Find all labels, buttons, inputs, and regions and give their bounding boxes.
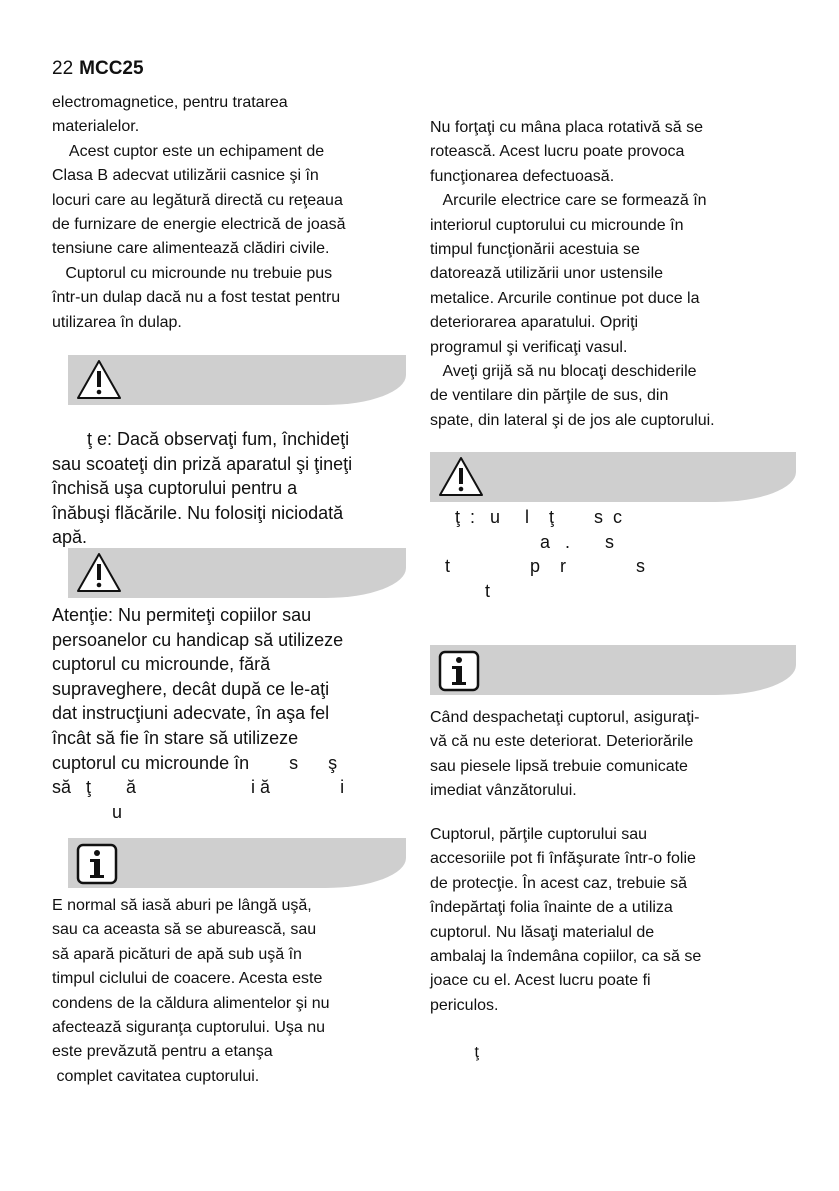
text-line: Când despachetaţi cuptorul, asiguraţi-	[430, 709, 700, 726]
text-line: persoanelor cu handicap să utilizeze	[52, 629, 344, 650]
text-line: să apară picături de apă sub uşă în	[52, 945, 302, 963]
text-line: electromagnetice, pentru tratarea	[52, 94, 288, 111]
text-line: ţ	[430, 1044, 479, 1061]
text-line: locuri care au legătură directă cu reţeaua	[52, 191, 343, 209]
text-line: spate, din lateral şi de jos ale cuptorului.	[430, 411, 715, 429]
page-header	[52, 58, 144, 80]
info-banner	[430, 645, 796, 695]
text-line: funcţionarea defectuoasă.	[430, 167, 615, 185]
text-line: de furnizare de energie electrică de joasă	[52, 216, 346, 234]
text-line: complet cavitatea cuptorului.	[52, 1067, 260, 1085]
text-line: imediat vânzătorului.	[430, 782, 577, 800]
text-line: vă că nu este deteriorat. Deteriorările	[430, 733, 694, 751]
text-line: ambalaj la îndemâna copiilor, ca să se	[430, 948, 702, 966]
info-steam-text	[52, 894, 330, 1089]
text-line: Cuptorul, părţile cuptorului sau	[430, 826, 648, 843]
warning-right-text	[430, 505, 645, 603]
text-line: apă.	[52, 527, 88, 548]
warning-banner	[430, 452, 796, 502]
text-line: de ventilare din părţile de sus, din	[430, 387, 669, 405]
text-line: u	[52, 801, 123, 822]
text-line: Atenţie: Nu permiteţi copiilor sau	[52, 605, 312, 625]
text-line: sau ca aceasta să se aburească, sau	[52, 921, 317, 939]
right-intro-text	[430, 116, 715, 433]
text-line: timpul ciclului de coacere. Acesta este	[52, 970, 323, 988]
text-line: a . s	[430, 531, 615, 552]
text-line: Cuptorul cu microunde nu trebuie pus	[52, 264, 333, 282]
model-name: MCC25	[79, 58, 144, 79]
text-line: timpul funcţionării acestuia se	[430, 241, 640, 259]
text-line: cuptorul cu microunde în s ş	[52, 752, 338, 773]
warning-children-text	[52, 603, 344, 824]
text-line: periculos.	[430, 996, 499, 1014]
text-line: utilizarea în dulap.	[52, 313, 182, 331]
text-line: sau piesele lipsă trebuie comunicate	[430, 757, 688, 775]
left-intro-text	[52, 91, 346, 335]
warning-banner	[68, 548, 406, 598]
text-line: închisă uşa cuptorului pentru a	[52, 478, 298, 499]
info-unpacking-text	[430, 706, 700, 804]
warning-smoke-text	[52, 427, 352, 550]
text-line: cuptorul. Nu lăsaţi materialul de	[430, 923, 655, 941]
text-line: interiorul cuptorului cu microunde în	[430, 216, 684, 234]
info-packaging-text	[430, 823, 701, 1018]
text-line: accesoriile pot fi înfăşurate într-o folie	[430, 850, 696, 868]
warning-banner	[68, 355, 406, 405]
text-line: afectează siguranţa cuptorului. Uşa nu	[52, 1019, 326, 1037]
text-line: înăbuşi flăcările. Nu folosiţi niciodată	[52, 502, 344, 523]
text-line: este prevăzută pentru a etanşa	[52, 1043, 273, 1061]
text-line: ţ e: Dacă observaţi fum, închideţi	[52, 429, 350, 449]
text-line: tensiune care alimentează clădiri civile.	[52, 240, 330, 258]
text-line: cuptorul cu microunde, fără	[52, 654, 271, 675]
page-number: 22	[52, 58, 74, 79]
text-line: Arcurile electrice care se formează în	[430, 192, 707, 210]
info-icon	[74, 841, 124, 885]
text-line: de protecţie. În acest caz, trebuie să	[430, 874, 688, 892]
text-line: supraveghere, decât după ce le-aţi	[52, 678, 330, 699]
text-line: să ţ ă i ă i	[52, 777, 345, 798]
text-line: încât să fie în stare să utilizeze	[52, 727, 299, 748]
text-line: metalice. Arcurile continue pot duce la	[430, 289, 700, 307]
text-line: dat instrucţiuni adecvate, în aşa fel	[52, 703, 330, 724]
text-line: Clasa B adecvat utilizării casnice şi în	[52, 167, 319, 185]
warning-icon	[436, 455, 486, 499]
info-banner	[68, 838, 406, 888]
info-icon	[436, 648, 486, 692]
text-line: E normal să iasă aburi pe lângă uşă,	[52, 897, 312, 914]
text-line: programul şi verificaţi vasul.	[430, 338, 628, 356]
text-line: t p r s	[430, 556, 646, 577]
text-line: ţ : u l ţ s c	[430, 507, 623, 527]
text-line: deteriorarea aparatului. Opriţi	[430, 314, 639, 332]
text-line: Acest cuptor este un echipament de	[52, 142, 325, 160]
text-line: Nu forţaţi cu mâna placa rotativă să se	[430, 119, 704, 136]
text-line: îndepărtaţi folia înainte de a utiliza	[430, 899, 673, 917]
text-line: joace cu el. Acest lucru poate fi	[430, 972, 651, 990]
text-line: Aveţi grijă să nu blocaţi deschiderile	[430, 363, 697, 381]
text-line: sau scoateţi din priză aparatul şi ţineţi	[52, 453, 353, 474]
text-line: într-un dulap dacă nu a fost testat pentru	[52, 289, 341, 307]
warning-icon	[74, 358, 124, 402]
text-line: materialelor.	[52, 118, 140, 136]
text-line: condens de la căldura alimentelor şi nu	[52, 994, 330, 1012]
text-line: datorează utilizării unor ustensile	[430, 265, 664, 283]
text-line: rotească. Acest lucru poate provoca	[430, 143, 685, 161]
text-line: t	[430, 580, 491, 601]
warning-icon	[74, 551, 124, 595]
footer-fragment	[430, 1041, 479, 1065]
